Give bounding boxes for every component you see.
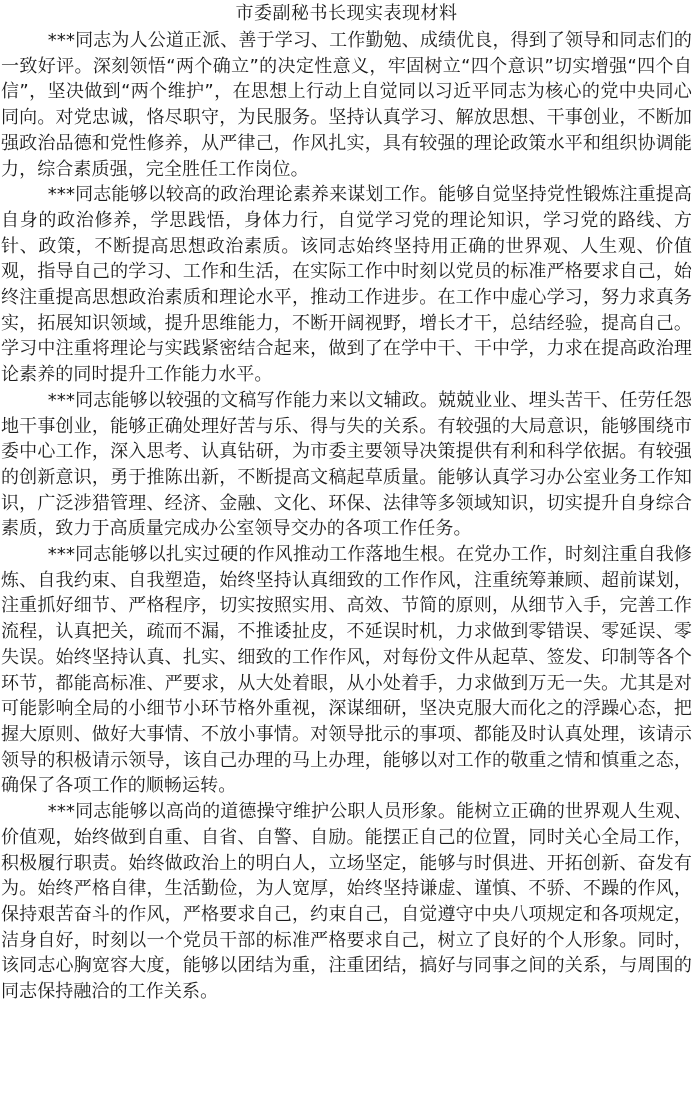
document-body <box>0 28 693 1005</box>
paragraph-5: ***同志能够以高尚的道德操守维护公职人员形象。能树立正确的世界观人生观、价值观，始终做到自重、自省、自警、自励。能摆正自己的位置，同时关心全局工作，积极履行职责。始终做政治上的明白人，立场坚定，能够与时俱进、开拓创新、奋发有为。始终严格自律，生活勤俭，为人宽厚，始终坚持谦虚、谨慎、不骄、不躁的作风，保持艰苦奋斗的作风，严格要求自己，约束自己，自觉遵守中央八项规定和各项规定，洁身自好，时刻以一个党员干部的标准严格要求自己，树立了良好的个人形象。同时，该同志心胸宽容大度，能够以团结为重，注重团结，搞好与同事之间的关系，与周围的同志保持融洽的工作关系。 <box>1 801 692 1003</box>
document-title: 市委副秘书长现实表现材料 <box>235 3 458 24</box>
paragraph-1: ***同志为人公道正派、善于学习、工作勤勉、成绩优良，得到了领导和同志们的一致好评。深刻领悟“两个确立”的决定性意义，牢固树立“四个意识”切实增强“四个自信”，坚决做到“两个维护”，在思想上行动上自觉同以习近平同志为核心的党中央同心同向。对党忠诚，恪尽职守，为民服务。坚持认真学习、解放思想、干事创业，不断加强政治品德和党性修养，从严律己，作风扎实，具有较强的理论政策水平和组织协调能力，综合素质强，完全胜任工作岗位。 <box>1 30 692 180</box>
paragraph-4: ***同志能够以扎实过硬的作风推动工作落地生根。在党办工作，时刻注重自我修炼、自我约束、自我塑造，始终坚持认真细致的工作作风，注重统筹兼顾、超前谋划，注重抓好细节、严格程序，切实按照实用、高效、节简的原则，从细节入手，完善工作流程，认真把关，疏而不漏，不推诿扯皮，不延误时机，力求做到零错误、零延误、零失误。始终坚持认真、扎实、细致的工作作风，对每份文件从起草、签发、印制等各个环节，都能高标准、严要求，从大处着眼，从小处着手，力求做到万无一失。尤其是对可能影响全局的小细节小环节格外重视，深谋细研，坚决克服大而化之的浮躁心态，把握大原则、做好大事情、不放小事情。对领导批示的事项、都能及时认真处理，该请示领导的积极请示领导，该自己办理的马上办理，能够以对工作的敬重之情和慎重之态，确保了各项工作的顺畅运转。 <box>1 544 692 797</box>
paragraph-3: ***同志能够以较强的文稿写作能力来以文辅政。兢兢业业、埋头苦干、任劳任怨地干事创业，能够正确处理好苦与乐、得与失的关系。有较强的大局意识，能够围绕市委中心工作，深入思考、认真钻研，为市委主要领导决策提供有利和科学依据。有较强的创新意识，勇于推陈出新，不断提高文稿起草质量。能够认真学习办公室业务工作知识，广泛涉猎管理、经济、金融、文化、环保、法律等多领域知识，切实提升自身综合素质，致力于高质量完成办公室领导交办的各项工作任务。 <box>1 389 692 540</box>
paragraph-2: ***同志能够以较高的政治理论素养来谋划工作。能够自觉坚持党性锻炼注重提高自身的政治修养，学思践悟，身体力行，自觉学习党的理论知识，学习党的路线、方针、政策，不断提高思想政治素质。该同志始终坚持用正确的世界观、人生观、价值观，指导自己的学习、工作和生活，在实际工作中时刻以党员的标准严格要求自己，始终注重提高思想政治素质和理论水平，推动工作进步。在工作中虚心学习，努力求真务实，拓展知识领域，提升思维能力，不断开阔视野，增长才干，总结经验，提高自己。学习中注重将理论与实践紧密结合起来，做到了在学中干、干中学，力求在提高政治理论素养的同时提升工作能力水平。 <box>1 184 692 386</box>
